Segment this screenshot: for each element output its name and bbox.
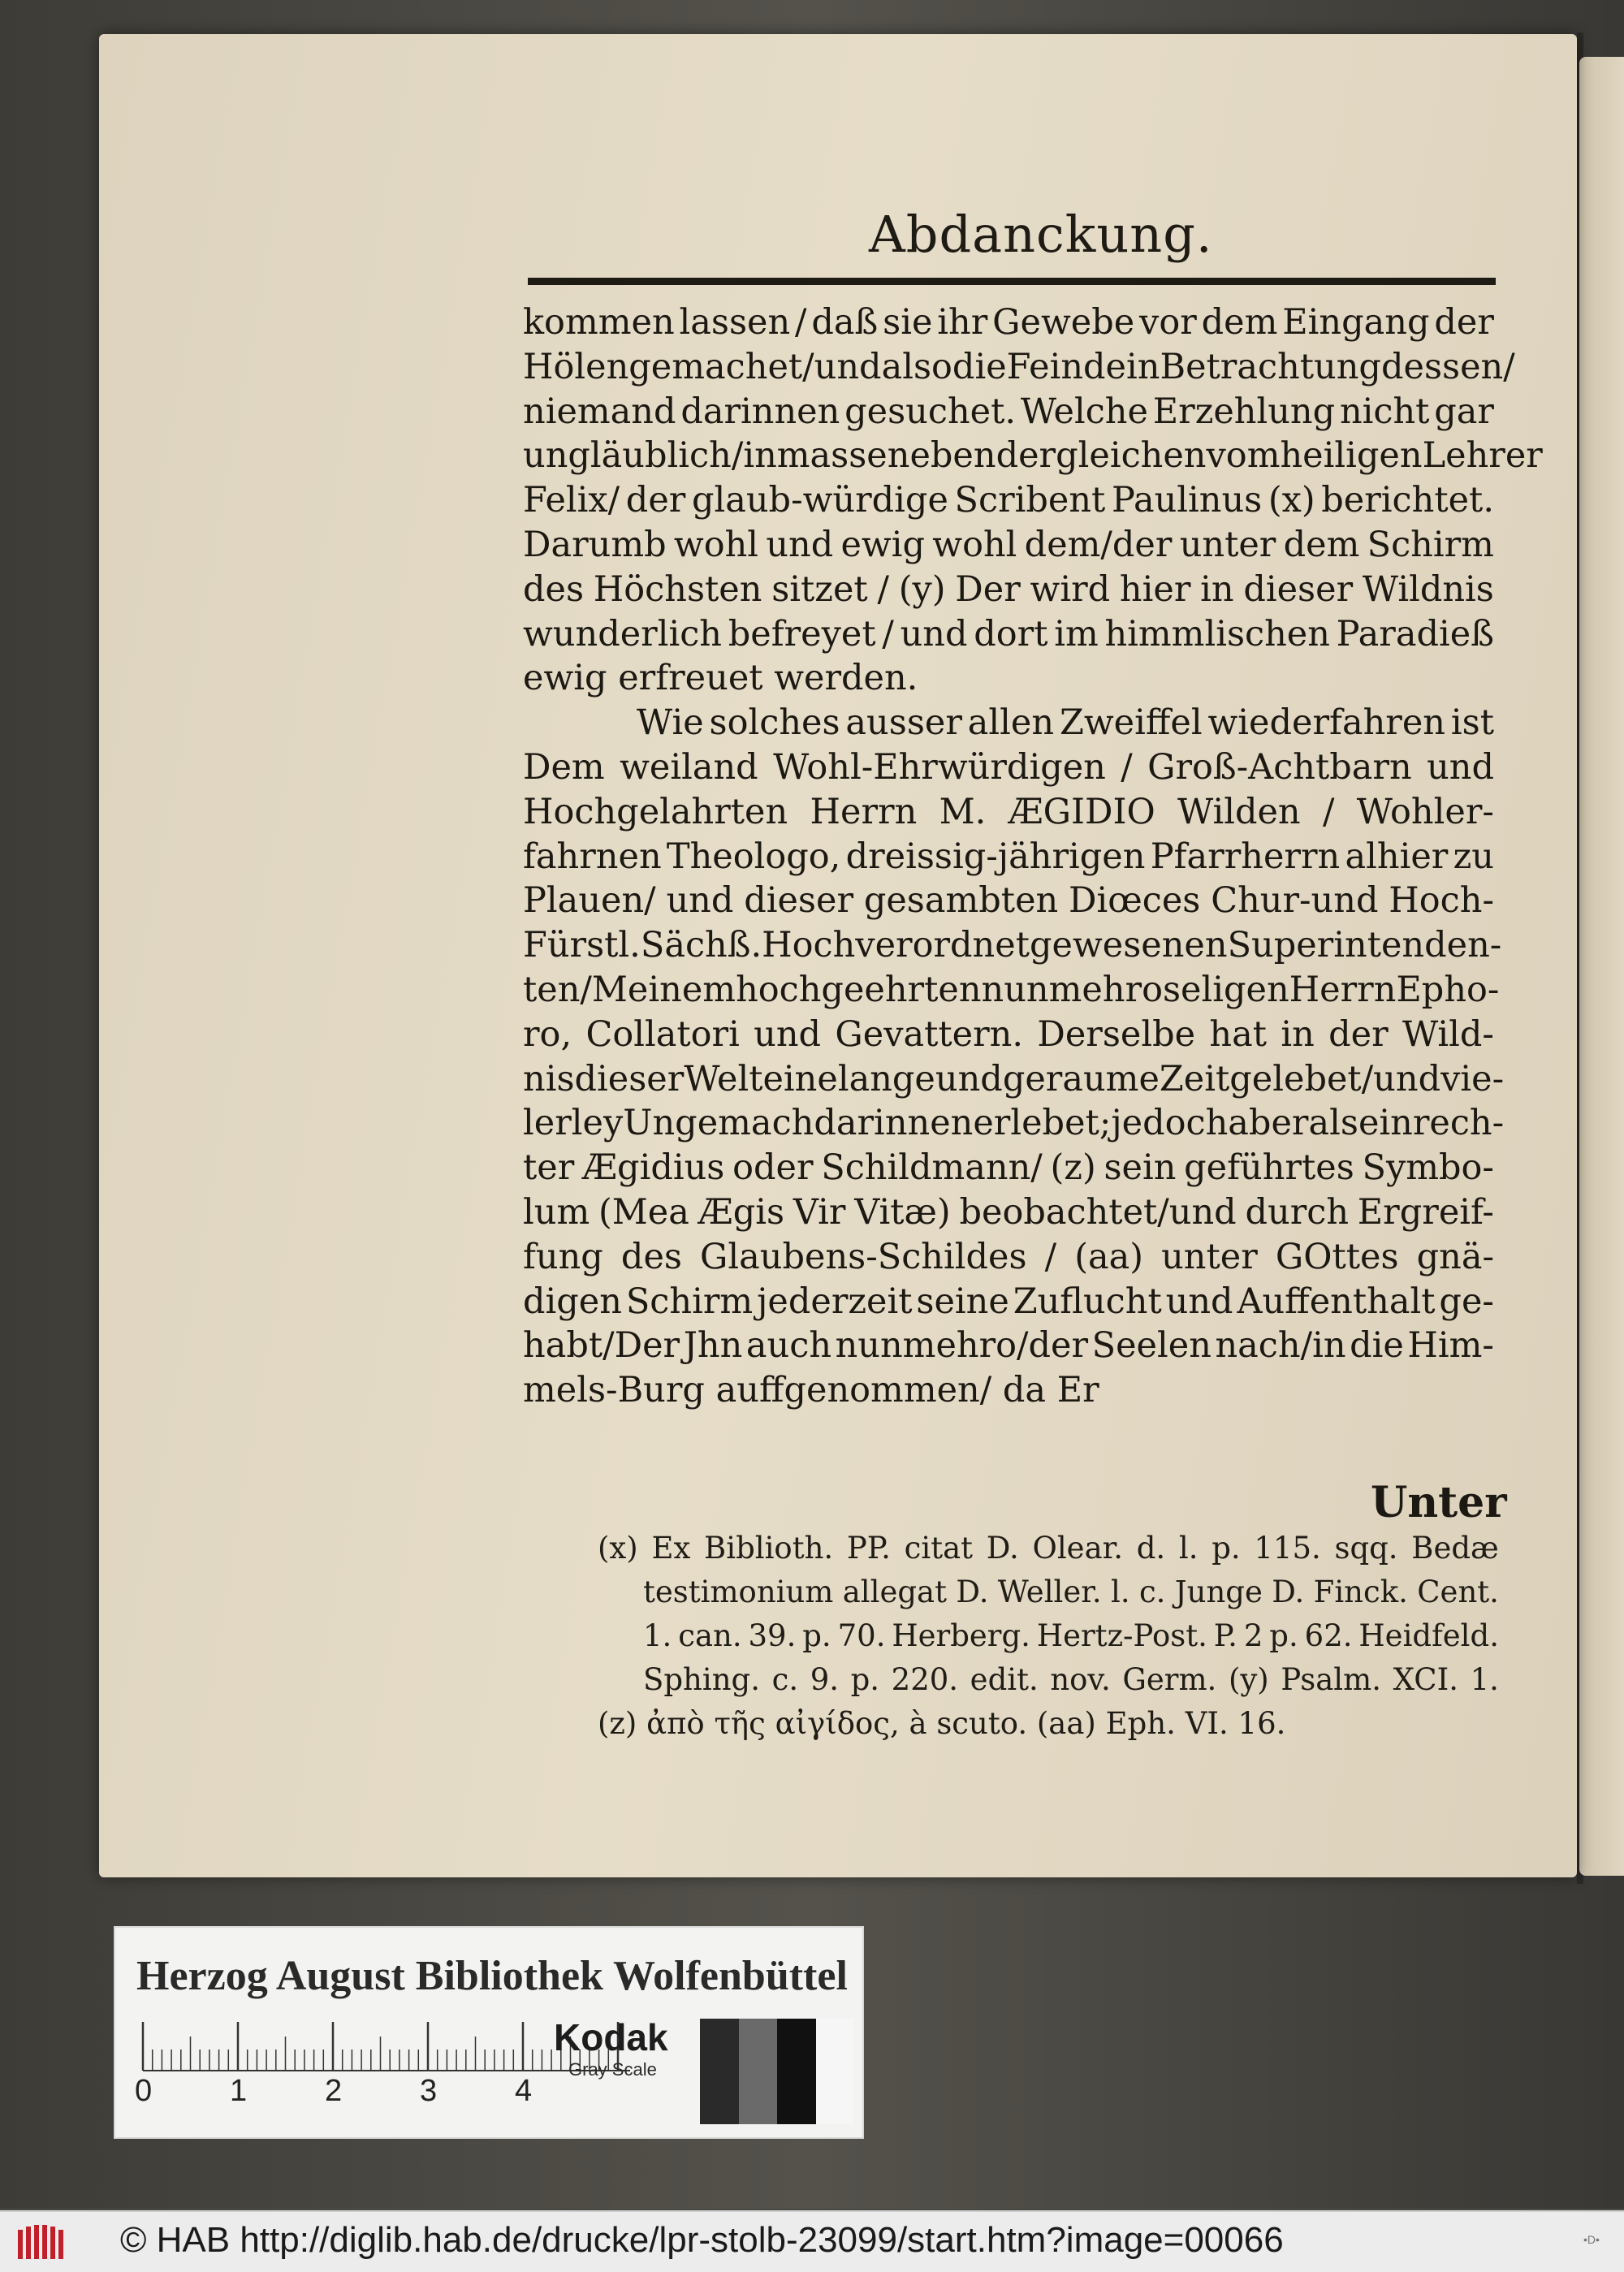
body-line: ter Ægidius oder Schildmann/ (z) sein geführtes Symbo- [523, 1147, 1494, 1189]
copyright-url[interactable]: © HAB http://diglib.hab.de/drucke/lpr-stolb-23099/start.htm?image=00066 [120, 2220, 1284, 2260]
body-line: Dem weiland Wohl-Ehrwürdigen / Groß-Achtbarn und [523, 746, 1494, 788]
gray-scale-patches [700, 2019, 854, 2124]
footer-bar [0, 2210, 1624, 2272]
body-line: fung des Glaubens-Schildes / (aa) unter GOttes gnä- [523, 1236, 1494, 1277]
body-text [523, 300, 1543, 1413]
footer-mark: •D• [1583, 2233, 1600, 2246]
body-line: ungläublich / inmassen eben dergleichen vom heiligen Lehrer [523, 435, 1543, 477]
catchword: Unter [1371, 1478, 1507, 1527]
body-line: wunderlich befreyet / und dort im himmlischen Paradieß [523, 613, 1494, 654]
body-line: fahrnen Theologo, dreissig-jährigen Pfarrherrn alhier zu [523, 836, 1494, 877]
gray-patch [777, 2019, 816, 2124]
body-line: lum (Mea Ægis Vir Vitæ) beobachtet/und durch Ergreif- [523, 1191, 1494, 1233]
gray-patch [816, 2019, 855, 2124]
body-line: des Höchsten sitzet / (y) Der wird hier in dieser Wildnis [523, 568, 1494, 610]
ruler-label: 2 [325, 2074, 343, 2108]
color-calibration-target [114, 1926, 864, 2139]
facing-page-edge [1579, 57, 1624, 1876]
ruler-label: 0 [135, 2074, 153, 2108]
body-line: Plauen/ und dieser gesambten Diœces Chur-und Hoch- [523, 880, 1494, 922]
footnote-line: testimonium allegat D. Weller. l. c. Junge D. Finck. Cent. [643, 1574, 1499, 1609]
body-line: niemand darinnen gesuchet. Welche Erzehlung nicht gar [523, 391, 1494, 432]
body-line: Felix/ der glaub-würdige Scribent Paulinus (x) berichtet. [523, 480, 1494, 521]
page-header-title: Abdanckung. [869, 205, 1213, 264]
body-line: digen Schirm jederzeit seine Zuflucht und Auffenthalt ge- [523, 1281, 1494, 1322]
body-line: nis dieser Welt eine lange und geraume Zeit gelebet/und vie- [523, 1058, 1505, 1099]
body-line: kommen lassen / daß sie ihr Gewebe vor dem Eingang der [523, 302, 1494, 343]
header-rule [528, 278, 1496, 285]
body-line: habt/Der Jhn auch nunmehro/der Seelen nach/in die Him- [523, 1325, 1494, 1367]
body-line: ten/Meinem hochgeehrten nunmehro seligen Herrn Epho- [523, 969, 1500, 1010]
body-line: Darumb wohl und ewig wohl dem/der unter dem Schirm [523, 524, 1494, 565]
body-line: lerley Ungemach darinnen erlebet ; jedoch aber als ein rech- [523, 1103, 1505, 1144]
body-line: ewig erfreuet werden. [523, 658, 918, 699]
ruler-label: 4 [515, 2074, 533, 2108]
kodak-gray-scale-label: Gray Scale [568, 2059, 657, 2080]
footnote-line: 1. can. 39. p. 70. Herberg. Hertz-Post. P. 2 p. 62. Heidfeld. [643, 1618, 1499, 1653]
gray-patch [739, 2019, 778, 2124]
ruler-label: 3 [420, 2074, 438, 2108]
ruler-label: 1 [230, 2074, 248, 2108]
body-line: Hochgelahrten Herrn M. ÆGIDIO Wilden / Wohler- [523, 791, 1494, 832]
footnote-line: (z) ἀπὸ τῆς αἰγίδος, à scuto. (aa) Eph. VI. 16. [598, 1706, 1286, 1741]
hab-logo-icon [16, 2223, 70, 2261]
body-line: Wie solches ausser allen Zweiffel wiederfahren ist [637, 702, 1494, 744]
body-line: ro, Collatori und Gevattern. Derselbe hat in der Wild- [523, 1013, 1494, 1055]
body-line: mels-Burg auffgenommen/ da Er [523, 1370, 1099, 1411]
footnote-line: (x) Ex Biblioth. PP. citat D. Olear. d. l. p. 115. sqq. Bedæ [598, 1531, 1499, 1566]
library-name: Herzog August Bibliothek Wolfenbüttel [136, 1953, 848, 1999]
body-line: Fürstl. Sächß. Hochverordnet gewesenen Superintenden- [523, 925, 1502, 966]
footnote-line: Sphing. c. 9. p. 220. edit. nov. Germ. (y) Psalm. XCI. 1. [643, 1662, 1499, 1697]
gray-patch [700, 2019, 739, 2124]
body-line: Hölen gemachet/und also die Feinde in Betrachtung dessen/ [523, 346, 1515, 387]
footnotes [598, 1527, 1499, 1746]
kodak-brand: Kodak [554, 2016, 668, 2058]
